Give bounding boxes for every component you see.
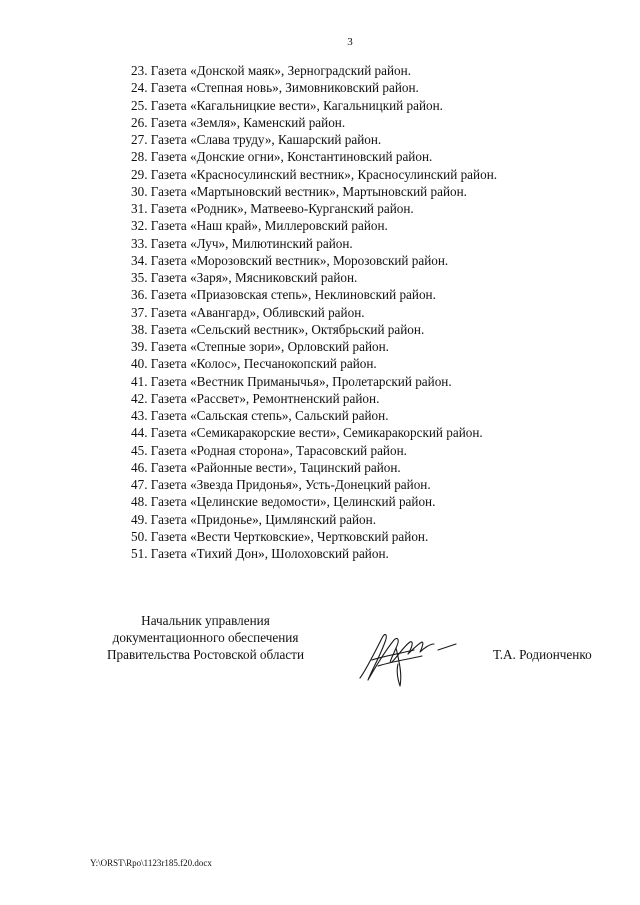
list-item: 49. Газета «Придонье», Цимлянский район. xyxy=(131,511,377,527)
list-item: 24. Газета «Степная новь», Зимовниковский район. xyxy=(131,80,419,96)
list-item: 38. Газета «Сельский вестник», Октябрьский район. xyxy=(131,321,425,337)
signatory-title xyxy=(88,612,323,663)
list-item: 31. Газета «Родник», Матвеево-Курганский район. xyxy=(131,201,414,216)
list-item: 23. Газета «Донской маяк», Зерноградский район. xyxy=(131,63,412,78)
list-item: 42. Газета «Рассвет», Ремонтненский район. xyxy=(131,390,380,406)
list-item: 36. Газета «Приазовская степь», Неклиновский район. xyxy=(131,287,436,303)
list-item: 45. Газета «Родная сторона», Тарасовский район. xyxy=(131,442,407,458)
list-item: 25. Газета «Кагальницкие вести», Кагальницкий район. xyxy=(131,97,443,113)
signatory-title-line-3: Правительства Ростовской области xyxy=(106,647,305,662)
list-item: 35. Газета «Заря», Мясниковский район. xyxy=(131,270,358,285)
signatory-title-line-1: Начальник управления xyxy=(141,613,270,628)
list-item: 43. Газета «Сальская степь», Сальский район. xyxy=(131,408,389,423)
list-item: 41. Газета «Вестник Приманычья», Пролетарский район. xyxy=(131,373,452,389)
list-item: 39. Газета «Степные зори», Орловский район. xyxy=(131,339,389,354)
list-item: 33. Газета «Луч», Милютинский район. xyxy=(131,235,353,251)
list-item: 32. Газета «Наш край», Миллеровский район. xyxy=(131,218,388,234)
handwritten-signature xyxy=(352,620,462,690)
list-item: 26. Газета «Земля», Каменский район. xyxy=(131,114,346,130)
newspaper-list xyxy=(131,62,497,562)
list-item: 46. Газета «Районные вести», Тацинский район. xyxy=(131,459,401,475)
list-item: 51. Газета «Тихий Дон», Шолоховский район. xyxy=(131,546,389,561)
signatory-title-line-2: документационного обеспечения xyxy=(112,630,299,645)
list-item: 44. Газета «Семикаракорские вести», Семикаракорский район. xyxy=(131,425,483,441)
list-item: 50. Газета «Вести Чертковские», Чертковский район. xyxy=(131,528,429,544)
signatory-name: Т.А. Родионченко xyxy=(493,647,592,662)
list-item: 30. Газета «Мартыновский вестник», Мартыновский район. xyxy=(131,183,467,199)
list-item: 28. Газета «Донские огни», Константиновский район. xyxy=(131,149,433,165)
list-item: 34. Газета «Морозовский вестник», Морозовский район. xyxy=(131,252,449,268)
list-item: 37. Газета «Авангард», Обливский район. xyxy=(131,304,365,320)
page-number: 3 xyxy=(347,36,353,48)
list-item: 29. Газета «Красносулинский вестник», Красносулинский район. xyxy=(131,166,498,182)
list-item: 40. Газета «Колос», Песчанокопский район. xyxy=(131,356,377,372)
list-item: 47. Газета «Звезда Придонья», Усть-Донецкий район. xyxy=(131,477,431,492)
file-path: Y:\ORST\Rpo\1123r185.f20.docx xyxy=(90,858,212,868)
list-item: 27. Газета «Слава труду», Кашарский район. xyxy=(131,132,382,147)
list-item: 48. Газета «Целинские ведомости», Целинский район. xyxy=(131,494,436,510)
